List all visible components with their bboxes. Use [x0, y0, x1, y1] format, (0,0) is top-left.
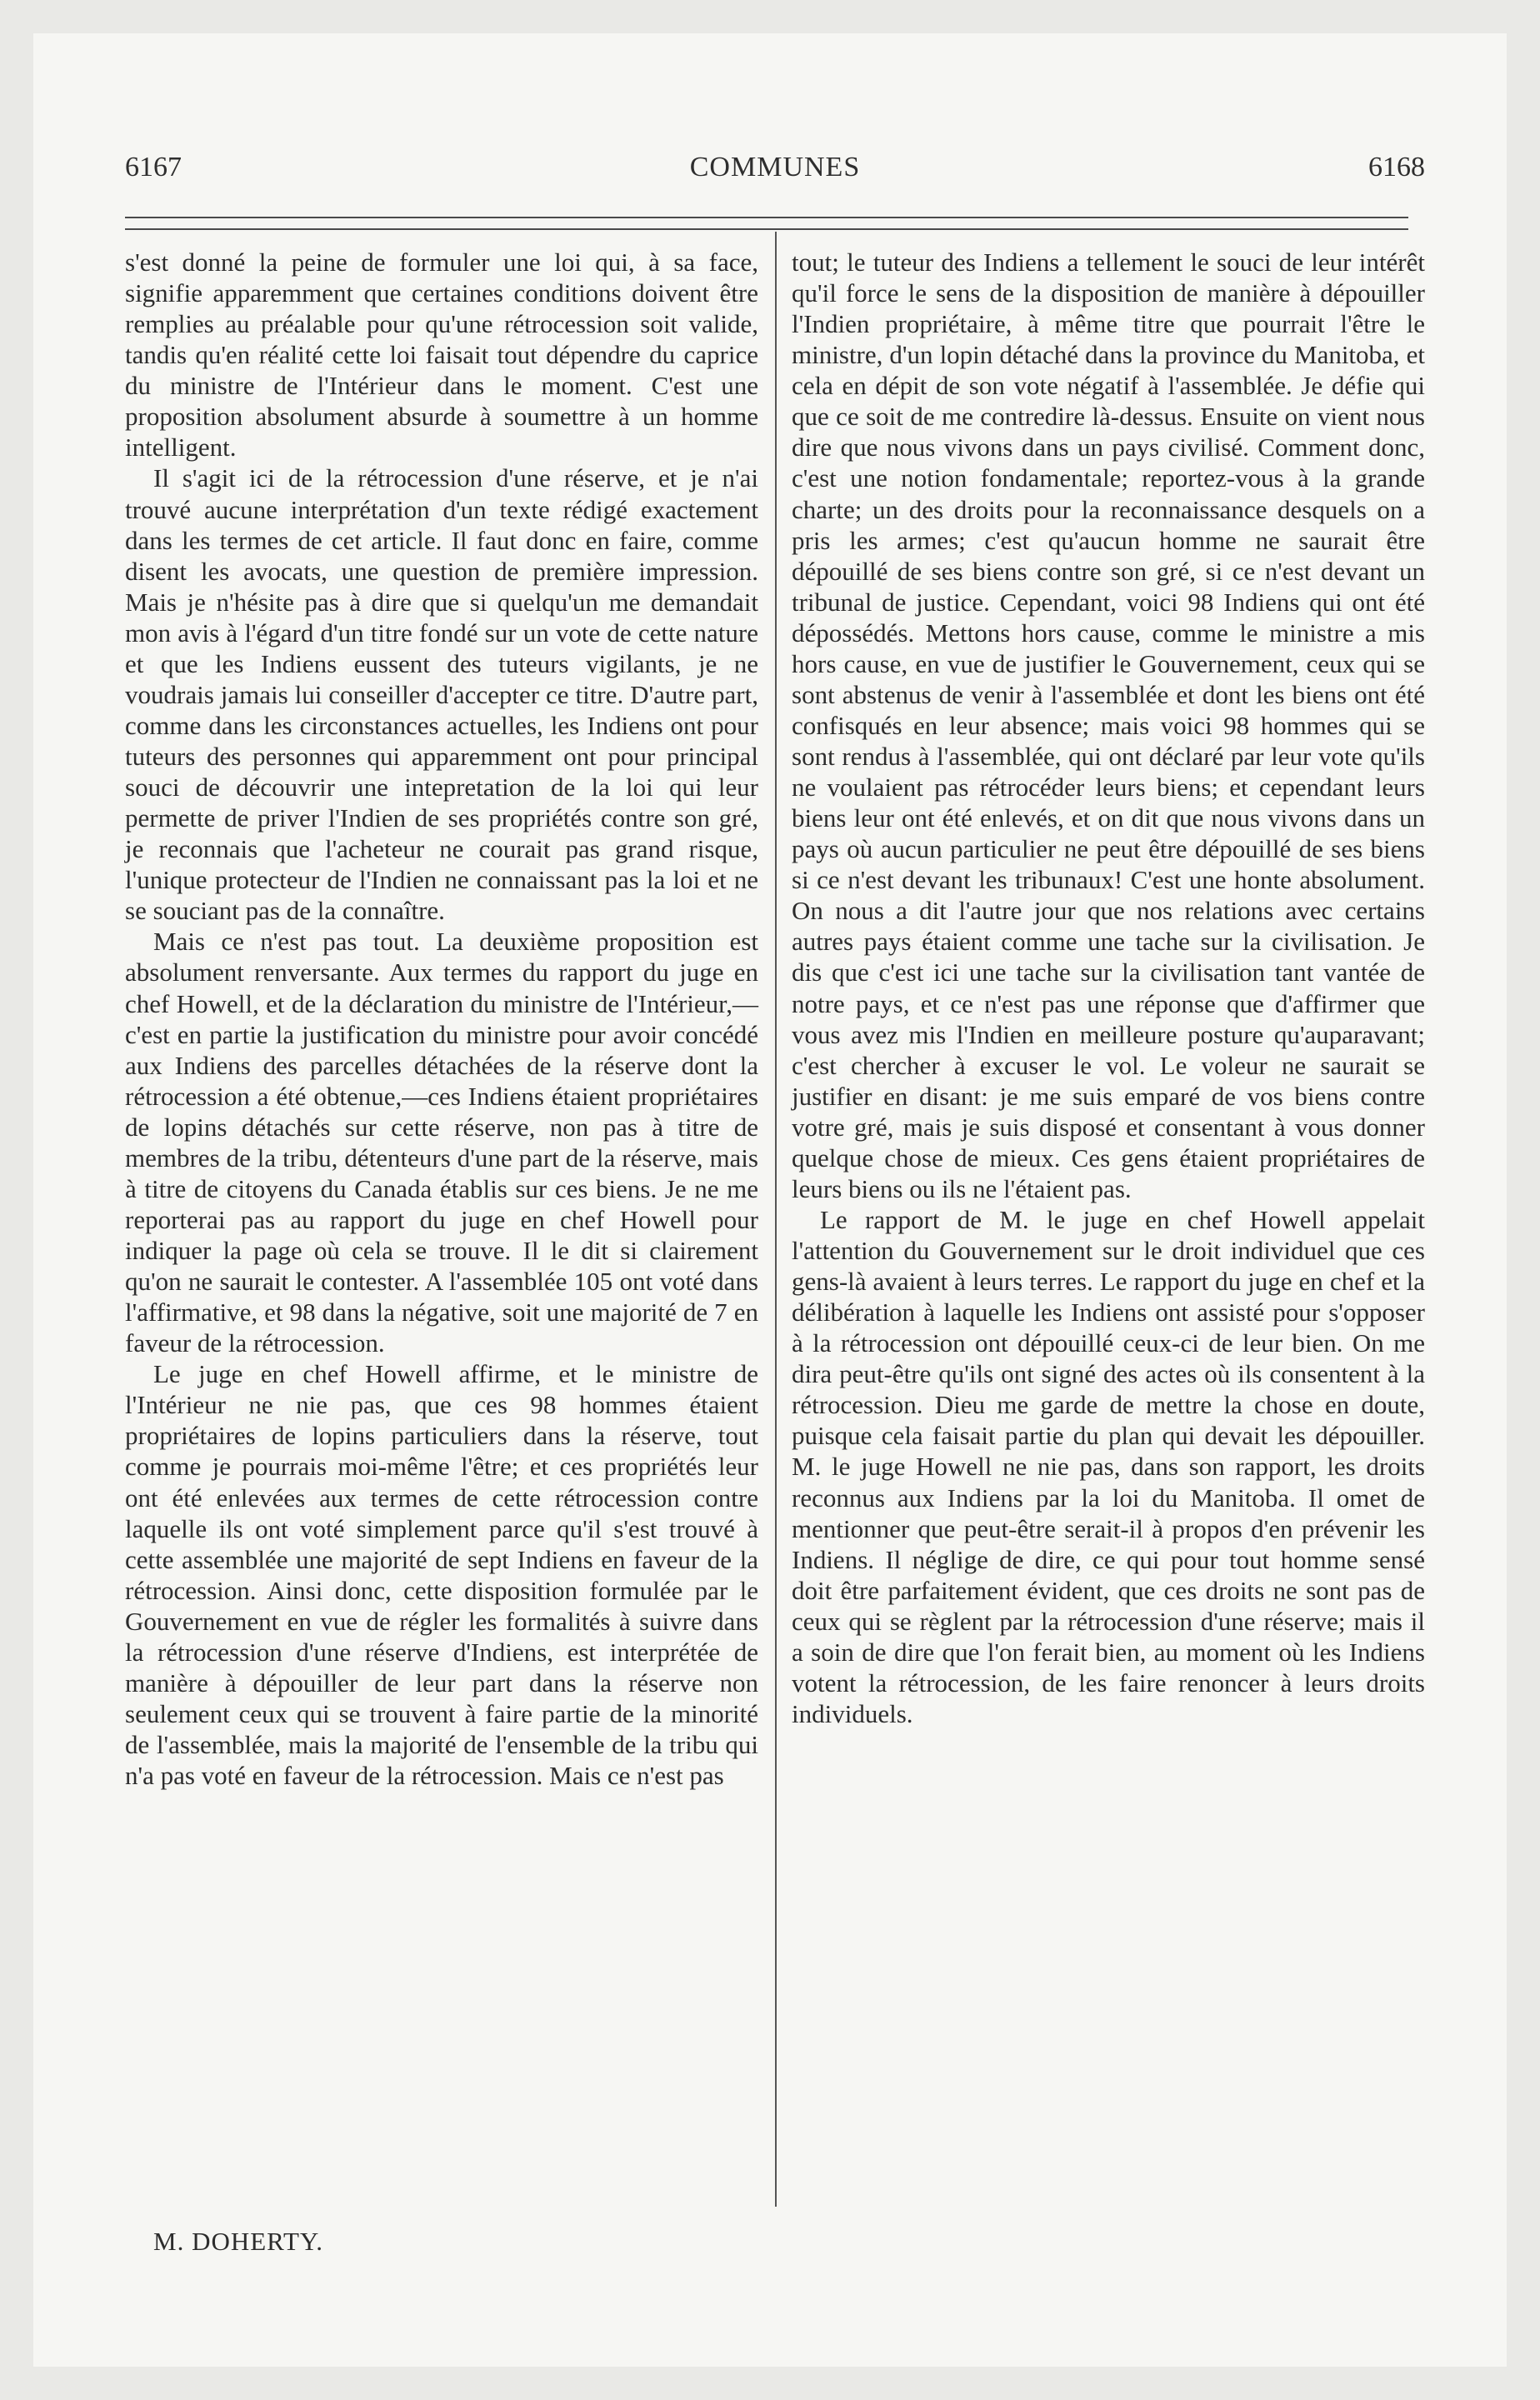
header-rule-bottom: [125, 228, 1408, 230]
paragraph: Le rapport de M. le juge en chef Howell appelait l'attention du Gouvernement sur le droit individuel que ces gens-là avaient à leurs terres. Le rapport du juge en chef et la délibération à laquelle les Indiens ont assisté pour s'opposer à la rétrocession ont dépouillé ceux-ci de leur bien. On me dira peut-être qu'ils ont signé des actes où ils consentent à la rétrocession. Dieu me garde de mettre la chose en doute, puisque cela faisait partie du plan qui devait les dépouiller. M. le juge Howell ne nie pas, dans son rapport, les droits reconnus aux Indiens par la loi du Manitoba. Il omet de mentionner que peut-être serait-il à propos d'en prévenir les Indiens. Il néglige de dire, ce qui pour tout homme sensé doit être parfaitement évident, que ces droits ne sont pas de ceux qui se règlent par la rétrocession d'une réserve; mais il a soin de dire que l'on ferait bien, au moment où les Indiens votent la rétrocession, de les faire renoncer à leurs droits individuels.: [792, 1204, 1425, 1728]
left-column: [125, 247, 758, 1791]
right-column: [792, 247, 1425, 1729]
speaker-name: M. DOHERTY.: [153, 2227, 324, 2256]
paragraph: s'est donné la peine de formuler une loi qui, à sa face, signifie apparemment que certaines conditions doivent être remplies au préalable pour qu'une rétrocession soit valide, tandis qu'en réalité cette loi faisait tout dépendre du caprice du ministre de l'Intérieur dans le moment. C'est une proposition absolument absurde à soumettre à un homme intelligent.: [125, 248, 758, 462]
page-number-right: 6168: [1368, 152, 1425, 182]
paragraph: tout; le tuteur des Indiens a tellement le souci de leur intérêt qu'il force le sens de la disposition de manière à dépouiller l'Indien propriétaire, à même titre que pourrait l'être le ministre, d'un lopin détaché dans la province du Manitoba, et cela en dépit de son vote négatif à l'assemblée. Je défie qui que ce soit de me contredire là-dessus. Ensuite on vient nous dire que nous vivons dans un pays civilisé. Comment donc, c'est une notion fondamentale; reportez-vous à la grande charte; un des droits pour la reconnaissance desquels on a pris les armes; c'est qu'aucun homme ne saurait être dépouillé de ses biens contre son gré, si ce n'est devant un tribunal de justice. Cependant, voici 98 Indiens qui ont été dépossédés. Mettons hors cause, comme le ministre a mis hors cause, en vue de justifier le Gouvernement, ceux qui se sont abstenus de venir à l'assemblée et dont les biens ont été confisqués en leur absence; mais voici 98 hommes qui se sont rendus à l'assemblée, qui ont déclaré par leur vote qu'ils ne voulaient pas rétrocéder leurs biens; et cependant leurs biens leur ont été enlevés, et on dit que nous vivons dans un pays où aucun particulier ne peut être dépouillé de ses biens si ce n'est devant les tribunaux! C'est une honte absolument. On nous a dit l'autre jour que nos relations avec certains autres pays étaient comme une tache sur la civilisation. Je dis que c'est ici une tache sur la civilisation tant vantée de notre pays, et ce n'est pas une réponse que d'affirmer que vous avez mis l'Indien en meilleure posture qu'auparavant; c'est chercher à excuser le vol. Le voleur ne saurait se justifier en disant: je me suis emparé de vos biens contre votre gré, mais je suis disposé et consentant à vous donner quelque chose de mieux. Ces gens étaient propriétaires de leurs biens ou ils ne l'étaient pas.: [792, 248, 1425, 1203]
paragraph: Le juge en chef Howell affirme, et le ministre de l'Intérieur ne nie pas, que ces 98 hommes étaient propriétaires de lopins particuliers dans la réserve, tout comme je pourrais moi-même l'être; et ces propriétés leur ont été enlevées aux termes de cette rétrocession contre laquelle ils ont voté simplement parce qu'il s'est trouvé à cette assemblée une majorité de sept Indiens en faveur de la rétrocession. Ainsi donc, cette disposition formulée par le Gouvernement en vue de régler les formalités à suivre dans la rétrocession d'une réserve d'Indiens, est interprétée de manière à dépouiller de leur part dans la réserve non seulement ceux qui se trouvent à faire partie de la minorité de l'assemblée, mais la majorité de l'ensemble de la tribu qui n'a pas voté en faveur de la rétrocession. Mais ce n'est pas: [125, 1359, 758, 1791]
page-number-left: 6167: [125, 152, 182, 182]
paragraph: Il s'agit ici de la rétrocession d'une réserve, et je n'ai trouvé aucune interprétation d'un texte rédigé exactement dans les termes de cet article. Il faut donc en faire, comme disent les avocats, une question de première impression. Mais je n'hésite pas à dire que si quelqu'un me demandait mon avis à l'égard d'un titre fondé sur un vote de cette nature et que les Indiens eussent des tuteurs vigilants, je ne voudrais jamais lui conseiller d'accepter ce titre. D'autre part, comme dans les circonstances actuelles, les Indiens ont pour tuteurs des personnes qui apparemment ont pour principal souci de découvrir une intepretation de la loi qui leur permette de priver l'Indien de ses propriétés contre son gré, je reconnais que l'acheteur ne courait pas grand risque, l'unique protecteur de l'Indien ne connaissant pas la loi et ne se souciant pas de la connaître.: [125, 463, 758, 926]
paragraph: Mais ce n'est pas tout. La deuxième proposition est absolument renversante. Aux termes du rapport du juge en chef Howell, et de la déclaration du ministre de l'Intérieur,—c'est en partie la justification du ministre pour avoir concédé aux Indiens des parcelles détachées de la réserve dont la rétrocession a été obtenue,—ces Indiens étaient propriétaires de lopins détachés sur cette réserve, non pas à titre de membres de la tribu, détenteurs d'une part de la réserve, mais à titre de citoyens du Canada établis sur ces biens. Je ne me reporterai pas au rapport du juge en chef Howell pour indiquer la page où cela se trouve. Il le dit si clairement qu'on ne saurait le contester. A l'assemblée 105 ont voté dans l'affirmative, et 98 dans la négative, soit une majorité de 7 en faveur de la rétrocession.: [125, 927, 758, 1358]
running-title: COMMUNES: [689, 152, 861, 182]
column-divider: [775, 232, 777, 2207]
header-rule-top: [125, 217, 1408, 218]
page-header: [125, 152, 1425, 190]
